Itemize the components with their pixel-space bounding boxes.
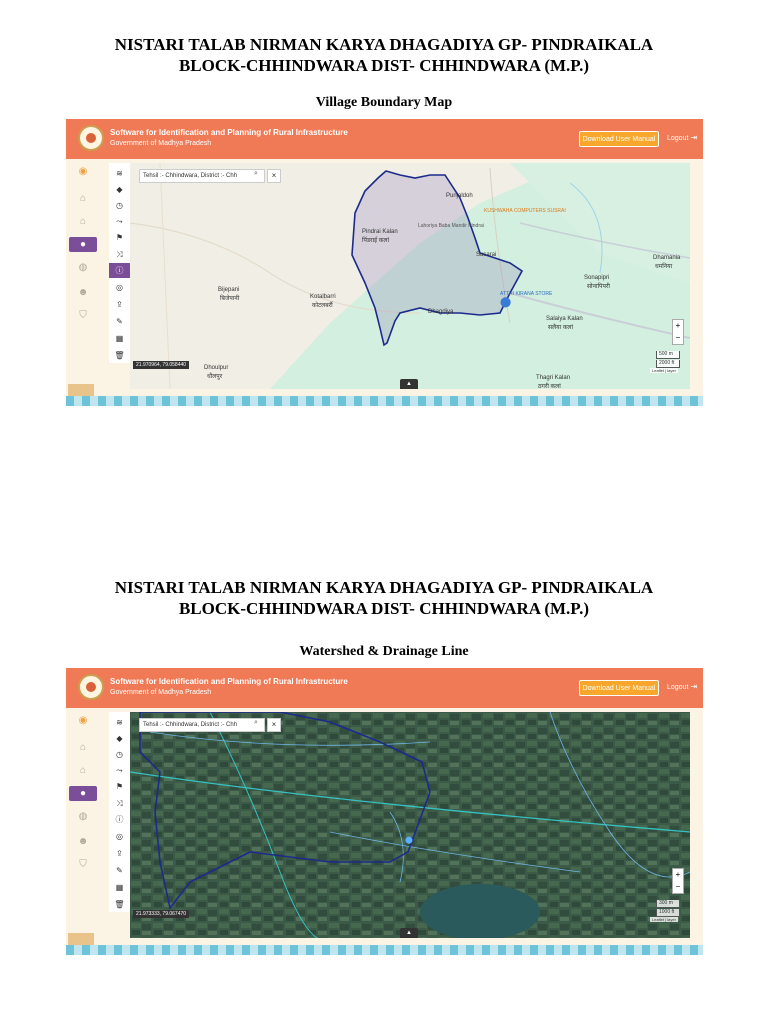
shuffle-icon[interactable]: ⤨	[116, 799, 123, 808]
diamond-icon[interactable]: ◆	[116, 734, 123, 743]
map-view[interactable]	[130, 163, 690, 389]
clock-icon[interactable]: ◷	[116, 750, 123, 759]
search-icon[interactable]: ⌕	[254, 170, 258, 177]
zoom-control	[672, 868, 684, 894]
eye-icon[interactable]: ◎	[116, 832, 123, 841]
satellite-map-view[interactable]	[130, 712, 690, 938]
expand-panel-button[interactable]: ▲	[400, 379, 418, 389]
place-label: पिंडराई कलां	[362, 238, 390, 244]
zoom-in-button[interactable]: +	[675, 870, 681, 879]
place-label: Sonapipri	[584, 275, 610, 281]
place-label: कोटलबर्री	[312, 303, 333, 309]
route-icon[interactable]: ⤳	[116, 217, 123, 226]
satellite-map-svg	[130, 712, 690, 938]
scale-meters: 500 m	[656, 351, 680, 359]
location-pin-icon[interactable]: ⬤	[500, 297, 512, 308]
logout-label: Logout	[667, 135, 689, 142]
logout-icon: ⇥	[690, 682, 698, 691]
shield-icon[interactable]: ⛉	[79, 310, 87, 321]
poi-label: ATTRI KIRANA STORE	[500, 291, 553, 297]
place-label: Punjaldoh	[446, 193, 473, 199]
place-label: धौलपुर	[207, 374, 223, 380]
app-name: Software for Identification and Planning of Rural Infrastructure	[110, 128, 348, 137]
top-bar	[66, 119, 703, 159]
top-bar	[66, 668, 703, 708]
close-search-button[interactable]: ×	[267, 718, 281, 732]
edit-icon[interactable]: ✎	[116, 317, 123, 326]
place-label: Dhagdiya	[428, 309, 454, 315]
left-sidebar	[66, 708, 108, 955]
zoom-out-button[interactable]: −	[675, 333, 681, 342]
info-icon[interactable]: ⓘ	[109, 263, 130, 278]
app-screenshot-1	[66, 119, 703, 406]
logout-label: Logout	[667, 684, 689, 691]
coordinate-readout: 21.970964, 79.058440	[133, 361, 189, 369]
place-label: सोनापिपरी	[587, 284, 610, 290]
edit-icon[interactable]: ✎	[116, 866, 123, 875]
users-icon[interactable]: ☻	[77, 836, 89, 847]
location-search-input[interactable]: Tehsil :- Chhindwara, District :- Chh	[139, 169, 265, 183]
title-line-1: NISTARI TALAB NIRMAN KARYA DHAGADIYA GP- PINDRAIKALA	[114, 578, 654, 597]
doc-title-2	[0, 577, 768, 619]
search-icon[interactable]: ⌕	[254, 719, 258, 726]
download-manual-button[interactable]: Download User Manual	[579, 131, 659, 147]
logout-button[interactable]	[667, 682, 697, 691]
app-name: Software for Identification and Planning of Rural Infrastructure	[110, 677, 348, 686]
place-label: Susarai	[476, 252, 497, 258]
place-label: बिजेपानी	[220, 296, 240, 302]
coordinate-readout: 21.973333, 79.067470	[133, 910, 189, 918]
subtitle-1: Village Boundary Map	[315, 95, 453, 110]
subtitle-2: Watershed & Drainage Line	[299, 644, 469, 659]
location-pin-icon[interactable]: ⬤	[405, 837, 413, 844]
footer-strip	[66, 396, 703, 406]
globe-icon[interactable]: ◍	[78, 262, 88, 273]
scale-feet: 2000 ft	[656, 360, 680, 368]
globe-icon[interactable]: ◍	[78, 811, 88, 822]
user-icon[interactable]: ◉	[78, 166, 88, 177]
home-icon[interactable]: ⌂	[79, 742, 87, 753]
download-manual-button[interactable]: Download User Manual	[579, 680, 659, 696]
table-icon[interactable]: ▦	[115, 883, 124, 892]
close-search-button[interactable]: ×	[267, 169, 281, 183]
logout-button[interactable]	[667, 133, 697, 142]
scale-feet: 1000 ft	[656, 909, 680, 917]
left-sidebar	[66, 159, 108, 406]
info-icon[interactable]: ⓘ	[115, 815, 124, 824]
map-pin-icon[interactable]: ●	[69, 786, 97, 801]
title-line-2: BLOCK-CHHINDWARA DIST- CHHINDWARA (M.P.)	[178, 56, 590, 75]
place-label: धमनिया	[655, 264, 673, 270]
shuffle-icon[interactable]: ⤨	[116, 250, 123, 259]
place-label: Salaiya Kalan	[546, 316, 583, 322]
location-search-input[interactable]: Tehsil :- Chhindwara, District :- Chh	[139, 718, 265, 732]
clock-icon[interactable]: ◷	[116, 201, 123, 210]
shield-icon[interactable]: ⛉	[79, 859, 87, 870]
app-gov: Government of Madhya Pradesh	[110, 689, 212, 696]
mp-gov-logo	[78, 125, 104, 151]
expand-panel-button[interactable]: ▲	[400, 928, 418, 938]
app-screenshot-2	[66, 668, 703, 955]
zoom-in-button[interactable]: +	[675, 321, 681, 330]
place-label: Kotalbarri	[310, 294, 336, 300]
upload-icon[interactable]: ⇪	[116, 300, 123, 309]
footer-strip	[66, 945, 703, 955]
users-icon[interactable]: ☻	[77, 287, 89, 298]
map-pin-icon[interactable]: ●	[69, 237, 97, 252]
layers-icon[interactable]: ≋	[116, 169, 123, 178]
map-toolbar	[109, 712, 130, 912]
map-attribution[interactable]: Leaflet | layer	[652, 368, 676, 373]
trash-icon[interactable]: 🗑	[114, 351, 125, 360]
place-label: Dhoulpur	[204, 365, 229, 371]
place-label: सलैया कलां	[548, 325, 574, 331]
user-icon[interactable]: ◉	[78, 715, 88, 726]
title-line-1: NISTARI TALAB NIRMAN KARYA DHAGADIYA GP- PINDRAIKALA	[114, 35, 654, 54]
scale-meters: 300 m	[656, 900, 680, 908]
logout-icon: ⇥	[690, 133, 698, 142]
mp-gov-logo	[78, 674, 104, 700]
home-icon[interactable]: ⌂	[79, 193, 87, 204]
place-label: Pindrai Kalan	[362, 229, 398, 235]
place-label: Dhamania	[653, 255, 681, 261]
poi-label: KUSHWAHA COMPUTERS SUSRAI	[484, 208, 566, 214]
map-toolbar	[109, 163, 130, 363]
zoom-control	[672, 319, 684, 345]
route-icon[interactable]: ⤳	[116, 766, 123, 775]
place-label: ठगरी कलां	[538, 384, 561, 389]
poi-label: Lahoriya Baba Mandir Pindrai	[418, 223, 484, 229]
zoom-out-button[interactable]: −	[675, 882, 681, 891]
place-label: Bijepani	[218, 287, 240, 293]
title-line-2: BLOCK-CHHINDWARA DIST- CHHINDWARA (M.P.)	[178, 599, 590, 618]
building-icon[interactable]: ⌂	[79, 765, 87, 776]
diamond-icon[interactable]: ◆	[116, 185, 123, 194]
building-icon[interactable]: ⌂	[79, 216, 87, 227]
layers-icon[interactable]: ≋	[116, 718, 123, 727]
upload-icon[interactable]: ⇪	[116, 849, 123, 858]
eye-icon[interactable]: ◎	[116, 283, 123, 292]
trash-icon[interactable]: 🗑	[114, 900, 125, 909]
flag-icon[interactable]: ⚑	[115, 233, 124, 242]
flag-icon[interactable]: ⚑	[115, 782, 124, 791]
scale-bar	[656, 900, 680, 918]
app-gov: Government of Madhya Pradesh	[110, 140, 212, 147]
scale-bar	[656, 351, 680, 369]
doc-title-1	[0, 34, 768, 76]
place-label: Thagri Kalan	[536, 375, 571, 381]
map-attribution[interactable]: Leaflet | layer	[652, 917, 676, 922]
table-icon[interactable]: ▦	[115, 334, 124, 343]
